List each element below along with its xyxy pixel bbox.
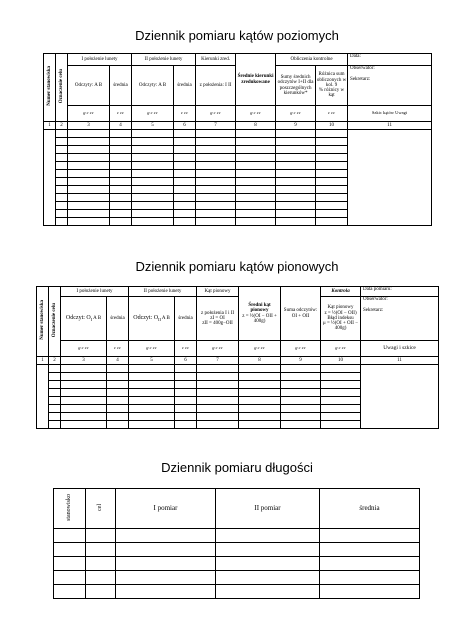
date-field: Data: — [348, 54, 432, 66]
measure1-header: I pomiar — [116, 489, 216, 529]
units: g c cc — [281, 341, 321, 357]
pos2-header: II położenie lunety — [132, 54, 196, 66]
observer-field: Obserwator: Sekretarz: — [348, 66, 432, 106]
units: g c cc — [321, 341, 361, 357]
calc-header: Obliczenia kontrolne — [276, 54, 348, 66]
units: c cc — [316, 106, 348, 122]
pos2-mean: średnia — [175, 297, 197, 341]
station-header: Numer stanowiska — [37, 287, 49, 357]
diff-note: Różnica sum obliczonych w kol. 9 % różnicy w kąt — [316, 66, 348, 106]
units: g c cc — [61, 341, 107, 357]
column-number-row: 1 2 3 4 5 6 7 8 9 10 11 — [37, 357, 439, 365]
sum-readings: Suma odczytów: OI + OII — [281, 287, 321, 341]
reduced-dir-header: Kierunki zred. — [196, 54, 236, 66]
control-formulas: Kąt pionowy z = ½(OI − OII) Błąd indeksu μ = ½(OI + OII − 400g) — [321, 297, 361, 341]
pos1-header: I położenie lunety — [61, 287, 129, 297]
units: c cc — [107, 341, 129, 357]
target-header: Oznaczenie celu — [56, 54, 68, 122]
mean-header: średnia — [320, 489, 420, 529]
target-header: Oznaczenie celu — [49, 287, 61, 357]
pos2-header: II położenie lunety — [129, 287, 197, 297]
units: g c cc — [129, 341, 175, 357]
units: g c cc — [197, 341, 239, 357]
units: g c cc — [132, 106, 174, 122]
vertical-angles-table — [36, 286, 439, 429]
station-header: Numer stanowiska — [44, 54, 56, 122]
sum-note: Sumy średnich odczytów I+II dla poszczególnych kierunków* — [276, 66, 316, 106]
horizontal-angles-title: Dziennik pomiaru kątów poziomych — [135, 28, 339, 43]
observer-field: Obserwator: Sekretarz: — [361, 297, 439, 341]
measure2-header: II pomiar — [216, 489, 320, 529]
pos1-reading: Odczyt: $O_I$ A B — [61, 297, 107, 341]
units: g c cc — [196, 106, 236, 122]
length-table — [53, 488, 420, 599]
date-field: Data pomiaru: — [361, 287, 439, 297]
pos2-mean: średnia — [174, 66, 196, 106]
station-header: stanowisko — [54, 489, 86, 529]
horizontal-data-rows — [44, 130, 432, 226]
pos1-reading: Odczyty: A B — [68, 66, 110, 106]
remarks-label: Uwagi i szkice — [361, 341, 439, 357]
length-data-rows — [54, 529, 420, 599]
horizontal-angles-table — [43, 53, 432, 226]
vertical-data-rows — [37, 365, 439, 429]
units: g c cc — [276, 106, 316, 122]
vertical-angles-title: Dziennik pomiaru kątów pionowych — [135, 259, 339, 274]
units: g c cc — [239, 341, 281, 357]
control-header: Kontrola — [321, 287, 361, 297]
angle-formula: z położenia I i II zI = OI zII = 400g−OII — [197, 297, 239, 341]
column-number-row: 1 2 3 4 5 6 7 8 9 10 11 — [44, 122, 432, 130]
pos2-reading: Odczyt: $O_{II}$ A B — [129, 297, 175, 341]
pos1-header: I położenie lunety — [68, 54, 132, 66]
vert-angle-header: Kąt pionowy — [197, 287, 239, 297]
pos2-reading: Odczyty: A B — [132, 66, 174, 106]
length-title: Dziennik pomiaru długości — [161, 460, 313, 475]
sketch-label: Szkic kątów Uwagi — [348, 106, 432, 122]
pos1-mean: średnia — [110, 66, 132, 106]
units: g c cc — [236, 106, 276, 122]
mean-dirs-header: Średnie kierunki zredukowane — [236, 54, 276, 106]
target-header: cel — [86, 489, 116, 529]
pos1-mean: średnia — [107, 297, 129, 341]
units: c cc — [175, 341, 197, 357]
units: g c cc — [68, 106, 110, 122]
from-pos: z położenia: I II — [196, 66, 236, 106]
units: c cc — [110, 106, 132, 122]
units: c cc — [174, 106, 196, 122]
mean-angle-header: Średni kąt pionowy z = ½(OI − OII + 400g) — [239, 287, 281, 341]
